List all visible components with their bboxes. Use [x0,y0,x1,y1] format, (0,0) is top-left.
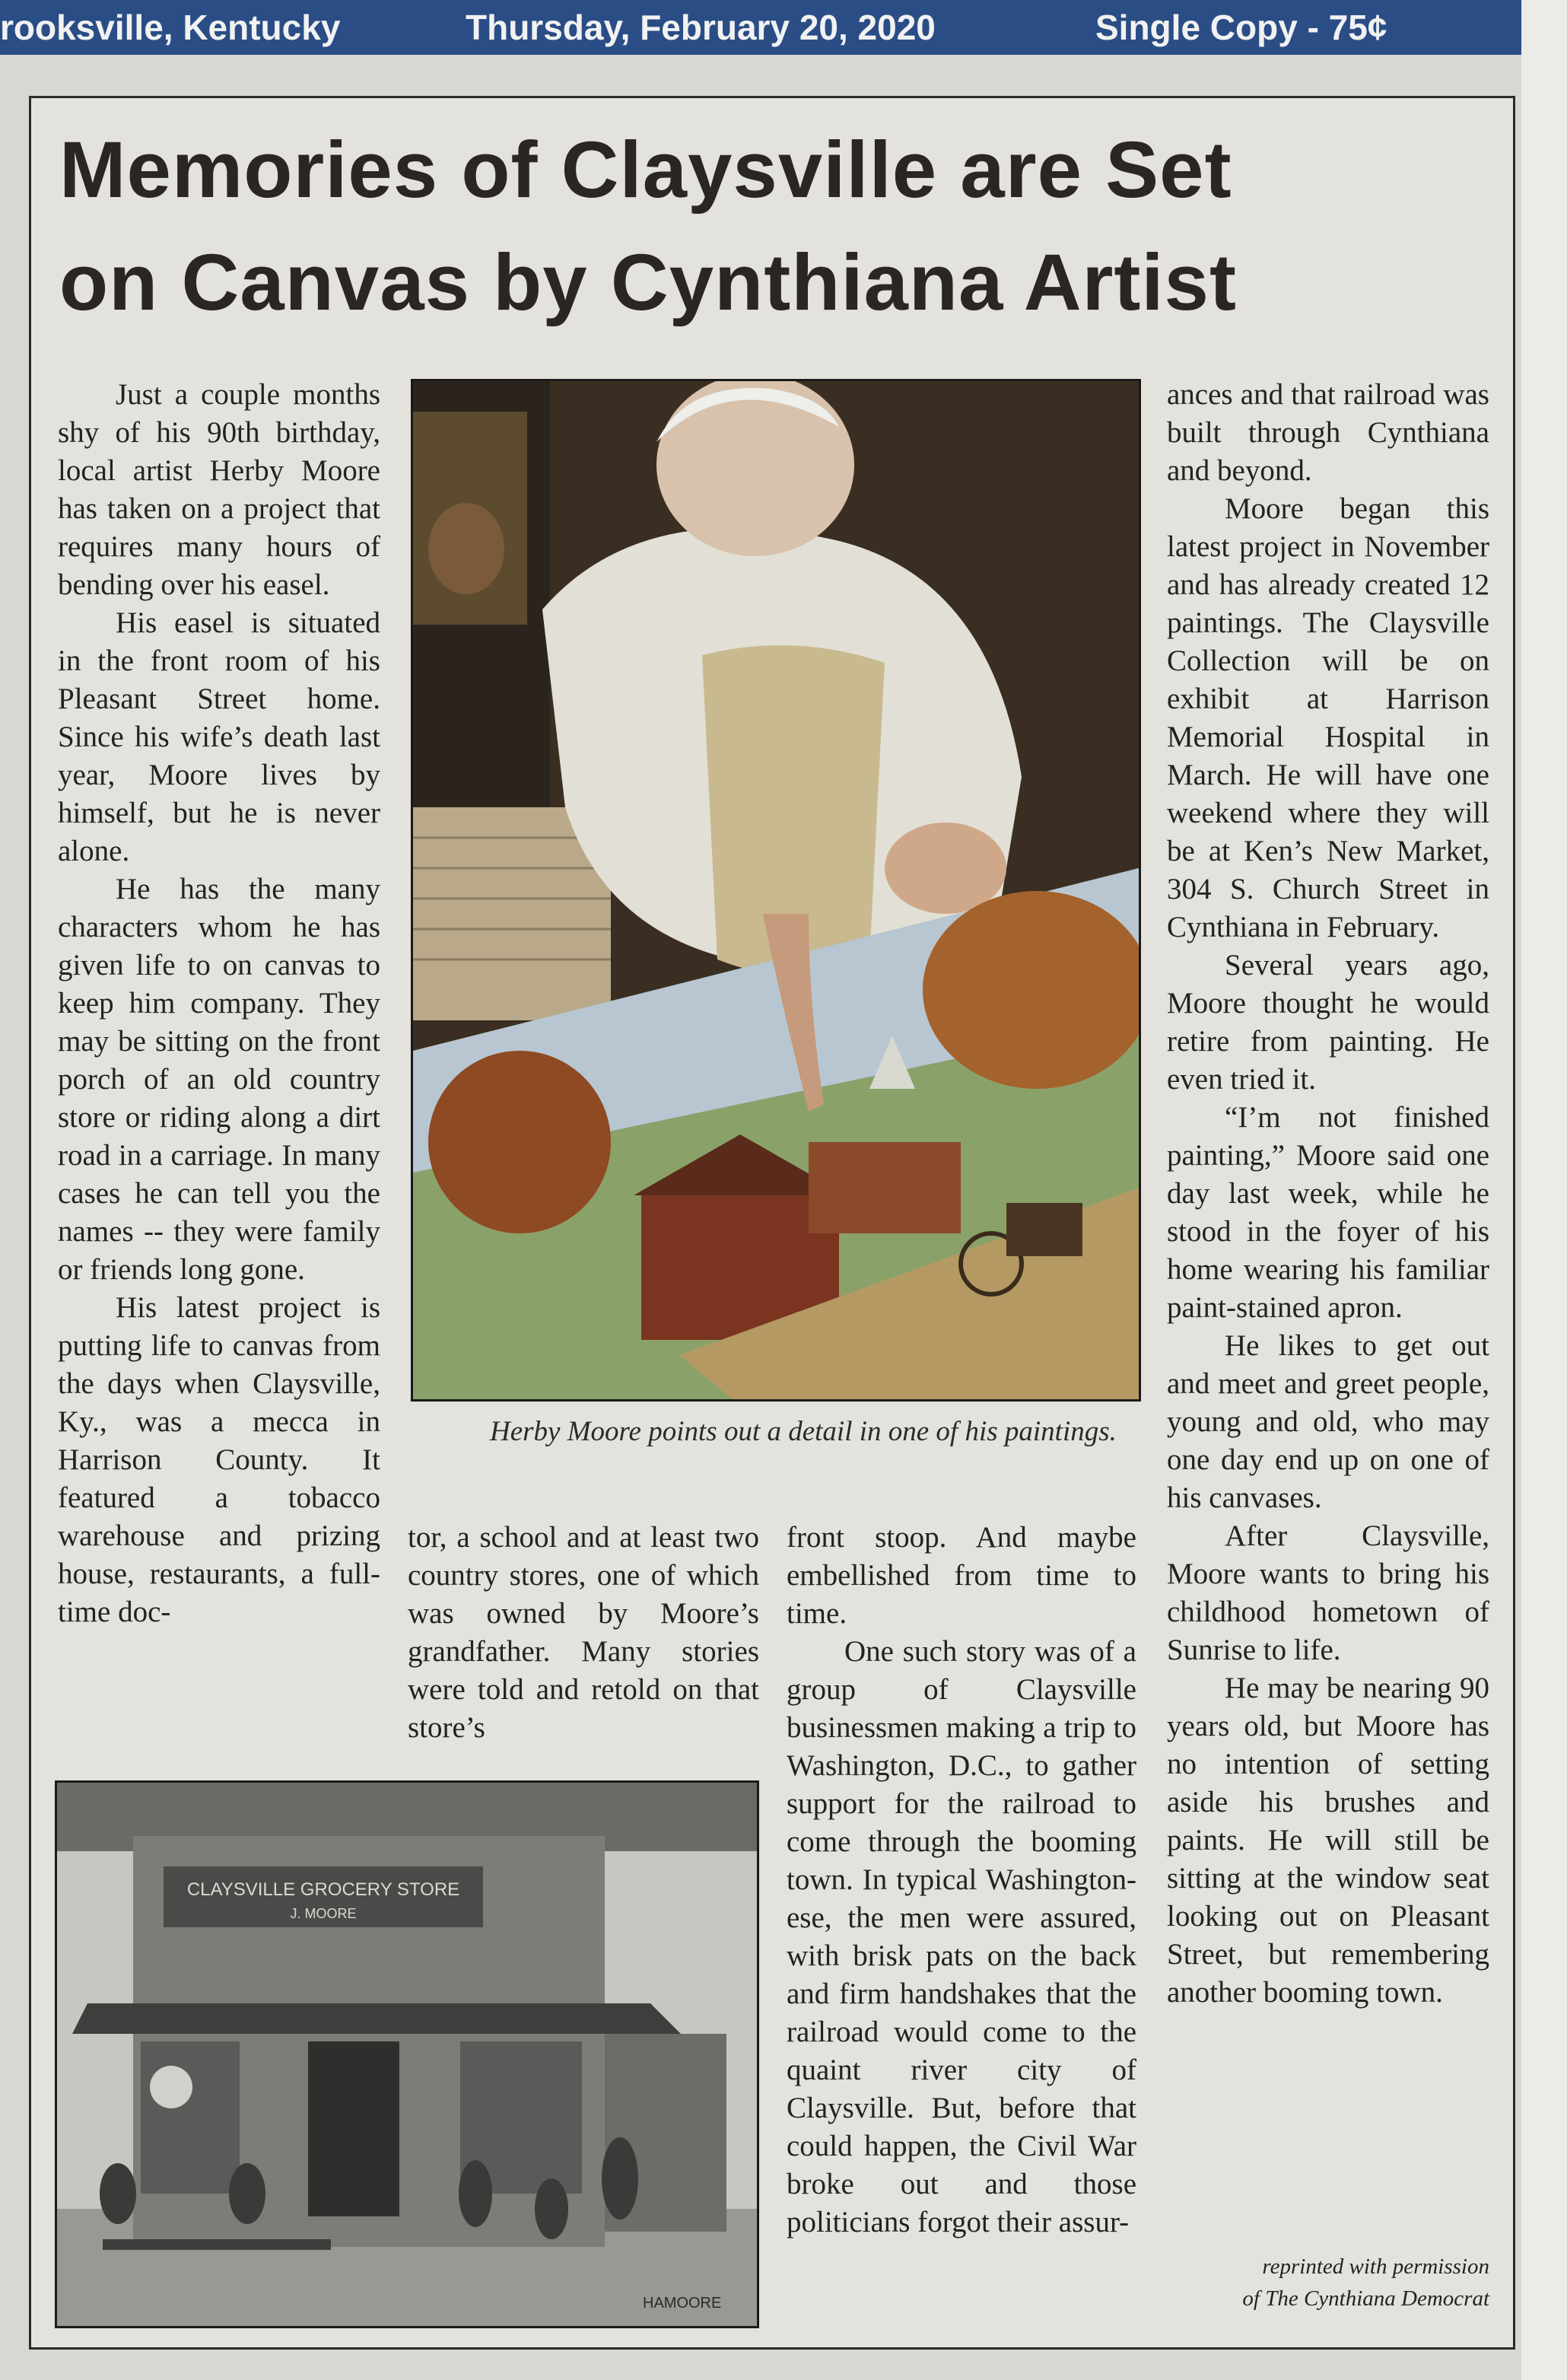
store-sign-text: CLAYSVILLE GROCERY STORE [186,1879,460,1900]
photo-caption: Herby Moore points out a detail in one of his paintings. [490,1416,1117,1447]
reprint-credit [1167,2251,1489,2315]
article-column-4 [1167,376,1489,2012]
artist-photo [411,379,1141,1402]
article-paragraph: Just a couple months shy of his 90th birthday, local artist Herby Moore has taken on a project that requires many hours of bending over his easel. [58,378,380,601]
masthead-city: rooksville, Kentucky [0,8,341,47]
grocery-store-image [57,1783,757,2326]
article-paragraph: He likes to get out and meet and greet people, young and old, who may one day end up on one of his canvases. [1167,1329,1489,1514]
article-paragraph: His easel is situated in the front room of his Pleasant Street home. Since his wife’s death last year, Moore lives by himself, but he is never alone. [58,606,380,867]
store-sign-subtext: J. MOORE [290,1906,357,1921]
page-edge [1521,0,1567,2380]
headline [59,114,1489,339]
article-paragraph: After Claysville, Moore wants to bring his childhood hometown of Sunrise to life. [1167,1519,1489,1666]
artist-photo-image [413,381,1139,1399]
article-paragraph: ances and that railroad was built through Cynthiana and beyond. [1167,378,1489,487]
article-paragraph: Moore began this latest project in November and has already created 12 paintings. The Claysville Collection will be on exhibit at Harrison Memorial Hospital in March. He will have one weekend where they will be at Ken’s New Market, 304 S. Church Street in Cynthiana in February. [1167,492,1489,943]
masthead-date: Thursday, February 20, 2020 [466,8,936,47]
article-column-1 [58,376,380,1631]
article-column-3 [787,1519,1136,2242]
artist-signature: HAMOORE [643,2295,722,2312]
article-column-2 [408,1519,759,1747]
article-paragraph: He may be nearing 90 years old, but Moore has no intention of setting aside his brushes and paints. He will still be sitting at the window seat looking out on Pleasant Street, but remembering another booming town. [1167,1672,1489,2009]
grocery-store-painting [55,1780,759,2328]
masthead-price: Single Copy - 75¢ [1095,8,1387,47]
credit-line-2: of The Cynthiana Democrat [1242,2286,1489,2311]
masthead-bar [0,0,1521,55]
article-paragraph: He has the many characters whom he has given life to on canvas to keep him company. They may be sitting on the front porch of an old country store or riding along a dirt road in a carriage. In many cases he can tell you the names -- they were family or friends long gone. [58,873,380,1286]
article-paragraph: “I’m not finished painting,” Moore said one day last week, while he stood in the foyer of his home wearing his familiar paint-stained apron. [1167,1101,1489,1324]
article-paragraph: front stoop. And maybe embellished from time to time. [787,1521,1136,1630]
article-paragraph: His latest project is putting life to canvas from the days when Claysville, Ky., was a mecca in Harrison County. It featured a tobacco warehouse and prizing house, restaurants, a full-time doc- [58,1291,380,1628]
headline-line-1: Memories of Claysville are Set [59,126,1232,215]
article-paragraph: Several years ago, Moore thought he would retire from painting. He even tried it. [1167,949,1489,1096]
headline-line-2: on Canvas by Cynthiana Artist [59,238,1237,327]
article-paragraph: tor, a school and at least two country stores, one of which was owned by Moore’s grandfather. Many stories were told and retold on that store’s [408,1521,759,1744]
credit-line-1: reprinted with permission [1262,2254,1489,2279]
article-paragraph: One such story was of a group of Claysville businessmen making a trip to Washington, D.C., to gather support for the railroad to come through the booming town. In typical Washington-ese, the men were assured, with brisk pats on the back and firm handshakes that the railroad would come to the quaint river city of Claysville. But, before that could happen, the Civil War broke out and those politicians forgot their assur- [787,1635,1136,2238]
